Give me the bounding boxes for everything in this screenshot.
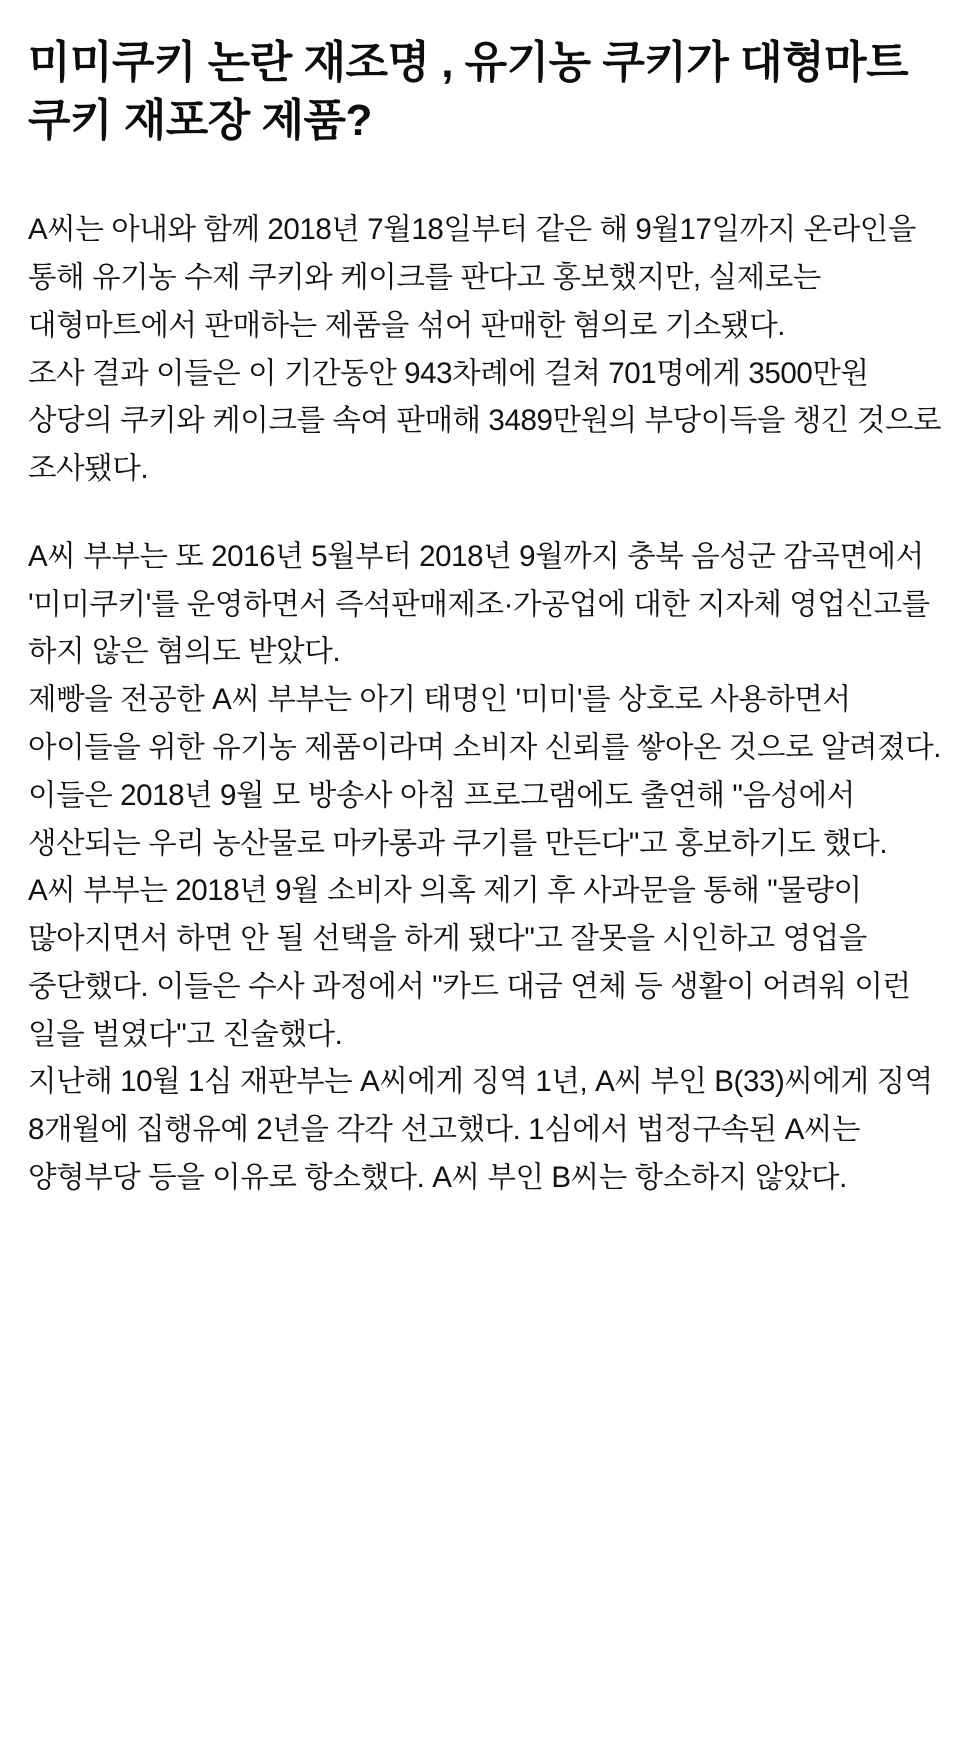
paragraph-spacer bbox=[28, 493, 943, 533]
page-title: 미미쿠키 논란 재조명 , 유기농 쿠키가 대형마트 쿠키 재포장 제품? bbox=[28, 38, 909, 146]
article-paragraph: 지난해 10월 1심 재판부는 A씨에게 징역 1년, A씨 부인 B(33)씨에게 징역 8개월에 집행유예 2년을 각각 선고했다. 1심에서 법정구속된 A씨는 양형부당 등을 이유로 항소했다. A씨 부인 B씨는 항소하지 않았다. bbox=[28, 1065, 933, 1194]
article-paragraph: 조사 결과 이들은 이 기간동안 943차례에 걸쳐 701명에게 3500만원 상당의 쿠키와 케이크를 속여 판매해 3489만원의 부당이득을 챙긴 것으로 조사됐다. bbox=[28, 356, 942, 486]
article-paragraph: A씨는 아내와 함께 2018년 7월18일부터 같은 해 9월17일까지 온라인을 통해 유기농 수제 쿠키와 케이크를 판다고 홍보했지만, 실제로는 대형마트에서 판매하는 제품을 섞어 판매한 혐의로 기소됐다. bbox=[28, 213, 916, 342]
article-paragraph: 제빵을 전공한 A씨 부부는 아기 태명인 '미미'를 상호로 사용하면서 아이들을 위한 유기농 제품이라며 소비자 신뢰를 쌓아온 것으로 알려졌다. 이들은 2018년 9월 모 방송사 아침 프로그램에도 출연해 "음성에서 생산되는 우리 농산물로 마카롱과 쿠기를 만든다"고 홍보하기도 했다. bbox=[28, 683, 942, 860]
article-body bbox=[28, 206, 943, 1202]
article-paragraph: A씨 부부는 또 2016년 5월부터 2018년 9월까지 충북 음성군 감곡면에서 '미미쿠키'를 운영하면서 즉석판매제조·가공업에 대한 지자체 영업신고를 하지 않은 혐의도 받았다. bbox=[28, 539, 930, 669]
article-paragraph: A씨 부부는 2018년 9월 소비자 의혹 제기 후 사과문을 통해 "물량이 많아지면서 하면 안 될 선택을 하게 됐다"고 잘못을 시인하고 영업을 중단했다. 이들은 수사 과정에서 "카드 대금 연체 등 생활이 어려워 이런 일을 벌였다"고 진술했다. bbox=[28, 874, 911, 1051]
